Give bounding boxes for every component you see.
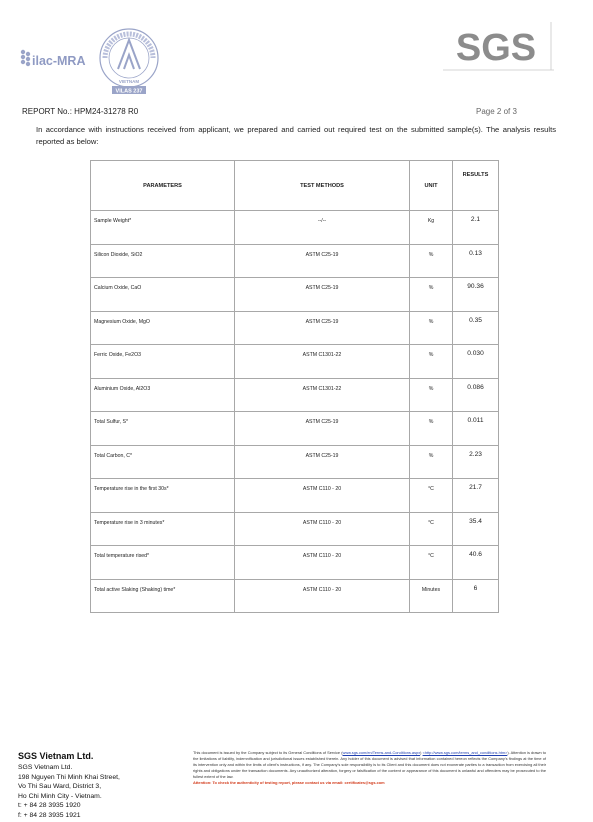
- report-number: REPORT No.: HPM24-31278 R0: [22, 107, 139, 116]
- footer-address-line: Ho Chi Minh City - Vietnam.: [18, 792, 102, 800]
- table-row: [91, 378, 499, 412]
- parameter-cell: Silicon Dioxide, SiO2: [91, 244, 235, 278]
- footer-address-line: Vo Thi Sau Ward, District 3,: [18, 783, 102, 791]
- table-row: [91, 311, 499, 345]
- result-cell: 6: [453, 579, 499, 613]
- method-cell: ASTM C25-19: [235, 244, 410, 278]
- method-cell: ASTM C110 - 20: [235, 546, 410, 580]
- parameter-cell: Total temperature rised*: [91, 546, 235, 580]
- table-row: [91, 211, 499, 245]
- disclaimer-text: ). Attention is drawn to the limitations of liability, indemnification and jurisdictional issues established therein. Any holder of this document is advised that information contained hereon reflects the Company's findings at the time of its intervention only and within the limits of client's instructions, if any. The Company's sole responsibility is to its Client and this document does not exonerate parties to a transaction from exercising all their rights and obligations under the transaction documents. Any unauthorized alteration, forgery or falsification of the content or appearance of this document is unlawful and offenders may be prosecuted to the fullest extent of the law.: [193, 750, 546, 779]
- sgs-logo-text: SGS: [455, 27, 537, 69]
- table-row: [91, 546, 499, 580]
- table-row: [91, 512, 499, 546]
- unit-cell: °C: [410, 512, 453, 546]
- method-cell: --/--: [235, 211, 410, 245]
- vilas-text: VILAS 237: [115, 88, 143, 95]
- ilac-mra-boa-logo: [16, 22, 161, 97]
- page-number: Page 2 of 3: [476, 107, 517, 116]
- table-row: [91, 479, 499, 513]
- parameter-cell: Magnesium Oxide, MgO: [91, 311, 235, 345]
- results-table: [90, 160, 499, 613]
- table-row: [91, 244, 499, 278]
- header-test-methods: TEST METHODS: [235, 161, 410, 211]
- unit-cell: %: [410, 412, 453, 446]
- footer-address-line: 198 Nguyen Thi Minh Khai Street,: [18, 773, 120, 781]
- parameter-cell: Ferric Oxide, Fe2O3: [91, 345, 235, 379]
- parameter-cell: Calcium Oxide, CaO: [91, 278, 235, 312]
- result-cell: 0.35: [453, 311, 499, 345]
- header-unit: UNIT: [410, 161, 453, 211]
- unit-cell: %: [410, 278, 453, 312]
- table-row: [91, 278, 499, 312]
- footer-address-block: [18, 751, 120, 821]
- method-cell: ASTM C110 - 20: [235, 479, 410, 513]
- table-row: [91, 579, 499, 613]
- table-row: [91, 412, 499, 446]
- header-results: RESULTS: [453, 161, 499, 211]
- result-cell: 0.011: [453, 412, 499, 446]
- footer-fax: f: + 84 28 3935 1921: [18, 811, 81, 819]
- method-cell: ASTM C110 - 20: [235, 579, 410, 613]
- parameter-cell: Total Sulfur, S*: [91, 412, 235, 446]
- authenticity-notice: Attention: To check the authenticity of testing report, please contact us via email: certificates@sgs.com: [193, 779, 385, 785]
- disclaimer-text: This document is issued by the Company subject to its General Conditions of Service (: [193, 750, 343, 755]
- result-cell: 0.030: [453, 345, 499, 379]
- result-cell: 2.1: [453, 211, 499, 245]
- table-header-row: [91, 161, 499, 211]
- unit-cell: %: [410, 445, 453, 479]
- unit-cell: %: [410, 311, 453, 345]
- unit-cell: Kg: [410, 211, 453, 245]
- sgs-logo: [441, 20, 556, 72]
- unit-cell: Minutes: [410, 579, 453, 613]
- footer-phone: t: + 84 28 3935 1920: [18, 802, 81, 810]
- method-cell: ASTM C25-19: [235, 311, 410, 345]
- parameter-cell: Sample Weight*: [91, 211, 235, 245]
- header-parameters: PARAMETERS: [91, 161, 235, 211]
- terms-link-alt[interactable]: <http://www.sgs.com/terms_and_conditions.htm>: [422, 750, 508, 755]
- ilac-text: ilac-MRA: [32, 54, 86, 68]
- parameter-cell: Total Carbon, C*: [91, 445, 235, 479]
- method-cell: ASTM C1301-22: [235, 345, 410, 379]
- result-cell: 35.4: [453, 512, 499, 546]
- unit-cell: °C: [410, 546, 453, 580]
- result-cell: 0.086: [453, 378, 499, 412]
- result-cell: 2.23: [453, 445, 499, 479]
- unit-cell: %: [410, 244, 453, 278]
- result-cell: 0.13: [453, 244, 499, 278]
- footer-disclaimer: [193, 750, 546, 785]
- boa-country-text: VIETNAM: [118, 79, 140, 84]
- footer-company-name: SGS Vietnam Ltd.: [18, 751, 94, 761]
- parameter-cell: Total active Slaking (Shaking) time*: [91, 579, 235, 613]
- method-cell: ASTM C25-19: [235, 278, 410, 312]
- result-cell: 21.7: [453, 479, 499, 513]
- unit-cell: °C: [410, 479, 453, 513]
- parameter-cell: Temperature rise in 3 minutes*: [91, 512, 235, 546]
- parameter-cell: Aluminium Oxide, Al2O3: [91, 378, 235, 412]
- method-cell: ASTM C25-19: [235, 412, 410, 446]
- parameter-cell: Temperature rise in the first 30s*: [91, 479, 235, 513]
- terms-link[interactable]: www.sgs.com/en/Terms-and-Conditions.aspx: [342, 750, 421, 755]
- result-cell: 90.36: [453, 278, 499, 312]
- method-cell: ASTM C1301-22: [235, 378, 410, 412]
- unit-cell: %: [410, 378, 453, 412]
- intro-paragraph: In accordance with instructions received from applicant, we prepared and carried out required test on the submitted sample(s). The analysis results reported as below:: [36, 125, 556, 146]
- disclaimer-text: ): [420, 750, 423, 755]
- table-row: [91, 445, 499, 479]
- result-cell: 40.6: [453, 546, 499, 580]
- unit-cell: %: [410, 345, 453, 379]
- method-cell: ASTM C110 - 20: [235, 512, 410, 546]
- table-row: [91, 345, 499, 379]
- method-cell: ASTM C25-19: [235, 445, 410, 479]
- footer-address-line: SGS Vietnam Ltd.: [18, 764, 73, 771]
